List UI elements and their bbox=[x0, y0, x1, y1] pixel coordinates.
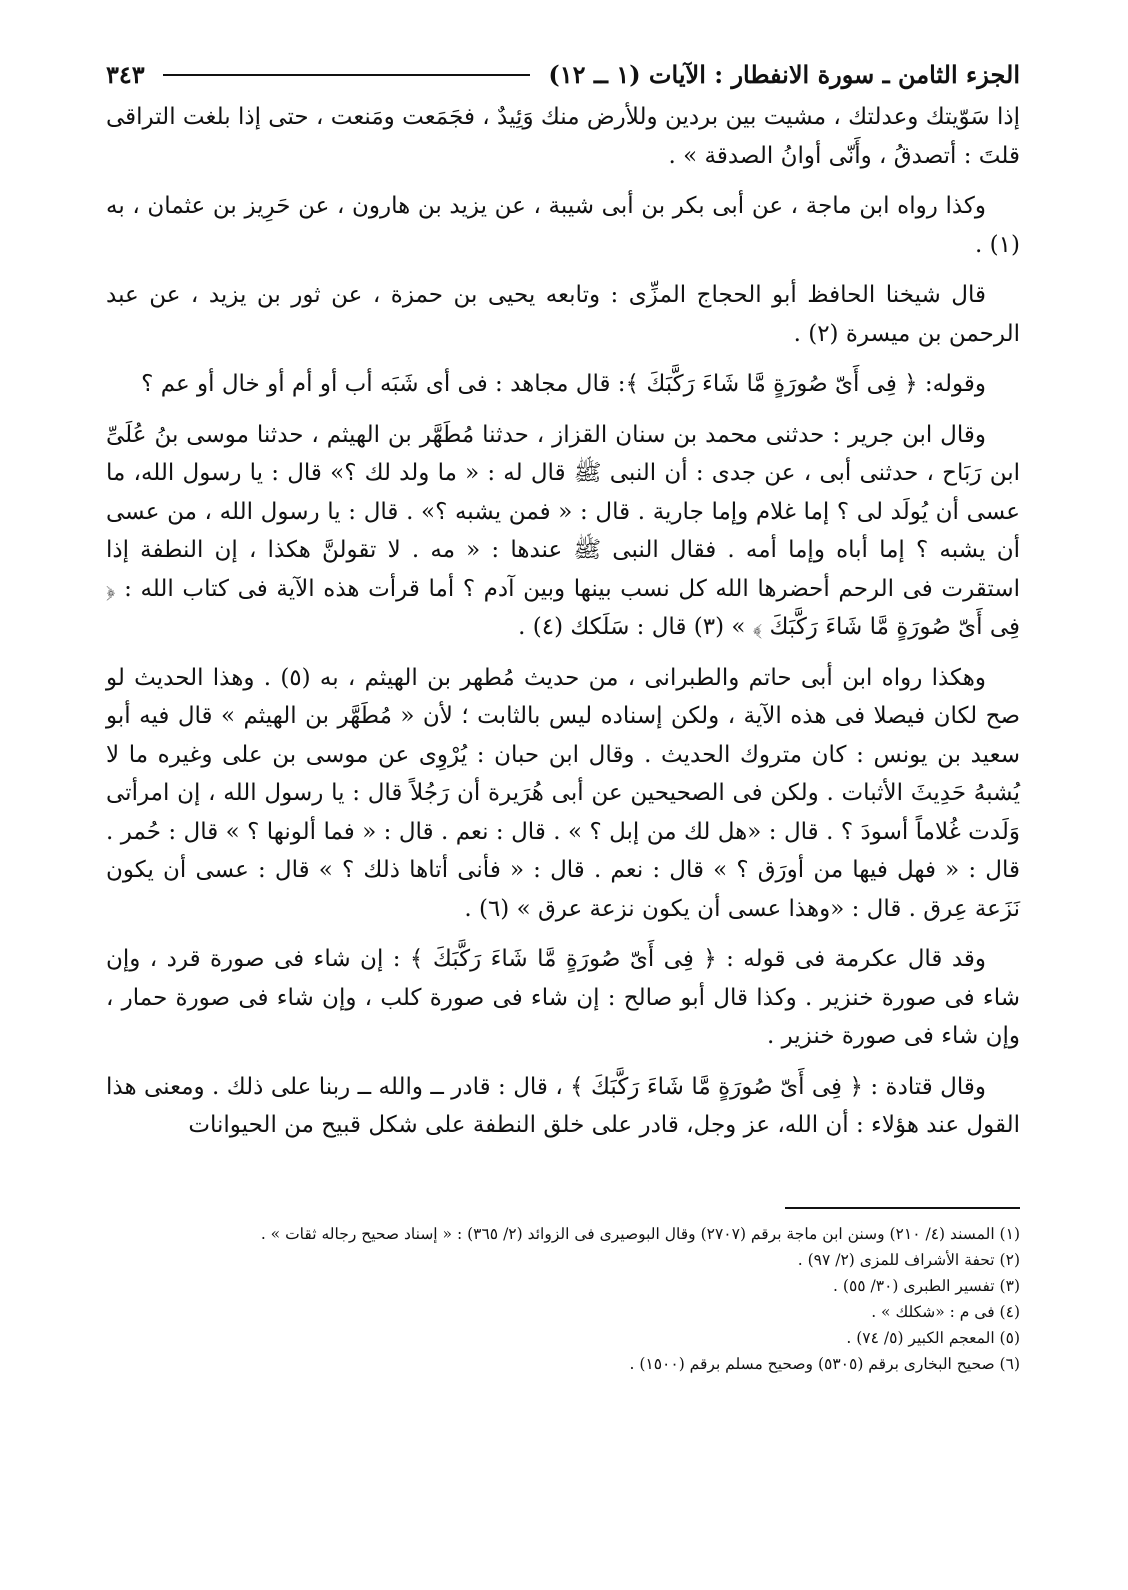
paragraph-8: وقال قتادة : ﴿ فِى أَىّ صُورَةٍ مَّا شَاءَ رَكَّبَكَ ﴾ ، قال : قادر ــ والله ــ ربنا على ذلك . ومعنى هذا القول عند هؤلاء : أن الله، عز وجل، قادر على خلق النطفة على شكل قبيح من الحيوانات bbox=[106, 1073, 1020, 1138]
paragraph-1: إذا سَوّيتك وعدلتك ، مشيت بين بردين وللأرض منك وَئِيدٌ ، فجَمَعت ومَنعت ، حتى إذا بلغت التراقى قلتَ : أتصدقُ ، وأَنّى أوانُ الصدقة » . bbox=[106, 104, 1020, 169]
footnote-2: (٢) تحفة الأشراف للمزى (٢/ ٩٧) . bbox=[797, 1250, 1020, 1269]
footnote-6: (٦) صحيح البخارى برقم (٥٣٠٥) وصحيح مسلم برقم (١٥٠٠) . bbox=[629, 1354, 1020, 1373]
page-number: ٣٤٣ bbox=[106, 60, 145, 89]
header-title: الجزء الثامن ـ سورة الانفطار : الآيات (١ ــ ١٢) bbox=[548, 60, 1020, 89]
footnote-1: (١) المسند (٤/ ٢١٠) وسنن ابن ماجة برقم (٢٧٠٧) وقال البوصيرى فى الزوائد (٢/ ٣٦٥) : « إسناد صحيح رجاله ثقات » . bbox=[260, 1224, 1020, 1243]
header-rule bbox=[163, 74, 531, 76]
paragraph-7: وقد قال عكرمة فى قوله : ﴿ فِى أَىّ صُورَةٍ مَّا شَاءَ رَكَّبَكَ ﴾ : إن شاء فى صورة قرد ، وإن شاء فى صورة خنزير . وكذا قال أبو صالح : إن شاء فى صورة كلب ، وإن شاء فى صورة حمار ، وإن شاء فى صورة خنزير . bbox=[106, 946, 1020, 1049]
main-text bbox=[106, 98, 1020, 1145]
running-header bbox=[106, 58, 1020, 92]
paragraph-3: قال شيخنا الحافظ أبو الحجاج المزِّى : وتابعه يحيى بن حمزة ، عن ثور بن يزيد ، عن عبد الرحمن بن ميسرة (٢) . bbox=[106, 282, 1020, 347]
footnote-5: (٥) المعجم الكبير (٥/ ٧٤) . bbox=[846, 1328, 1020, 1347]
paragraph-6: وهكذا رواه ابن أبى حاتم والطبرانى ، من حديث مُطهر بن الهيثم ، به (٥) . وهذا الحديث لو صح لكان فيصلا فى هذه الآية ، ولكن إسناده ليس بالثابت ؛ لأن « مُطَهَّر بن الهيثم » قال فيه أبو سعيد بن يونس : كان متروك الحديث . وقال ابن حبان : يُرْوِى عن موسى بن على وغيره ما لا يُشبهُ حَدِيثَ الأثبات . ولكن فى الصحيحين عن أبى هُرَيرة أن رَجُلاً قال : يا رسول الله ، إن امرأتى وَلَدت غُلاماً أسودَ ؟ . قال : «هل لك من إبل ؟ » . قال : نعم . قال : « فما ألونها ؟ » قال : حُمر . قال : « فهل فيها من أورَق ؟ » قال : نعم . قال : « فأنى أتاها ذلك ؟ » قال : عسى أن يكون نَزَعة عِرق . قال : «وهذا عسى أن يكون نزعة عرق » (٦) . bbox=[106, 664, 1020, 922]
paragraph-5: وقال ابن جرير : حدثنى محمد بن سنان القزاز ، حدثنا مُطَهَّر بن الهيثم ، حدثنا موسى بنُ عُلَىِّ ابن رَبَاح ، حدثنى أبى ، عن جدى : أن النبى ﷺ قال له : « ما ولد لك ؟» قال : يا رسول الله، ما عسى أن يُولَد لى ؟ إما غلام وإما جارية . قال : « فمن يشبه ؟» . قال : يا رسول الله ، من عسى أن يشبه ؟ إما أباه وإما أمه . فقال النبى ﷺ عندها : « مه . لا تقولنَّ هكذا ، إن النطفة إذا استقرت فى الرحم أحضرها الله كل نسب بينها وبين آدم ؟ أما قرأت هذه الآية فى كتاب الله : ﴿ فِى أَىّ صُورَةٍ مَّا شَاءَ رَكَّبَكَ ﴾ » (٣) قال : سَلَكك (٤) . bbox=[106, 421, 1020, 640]
footnotes bbox=[106, 1221, 1020, 1377]
paragraph-4: وقوله: ﴿ فِى أَىّ صُورَةٍ مَّا شَاءَ رَكَّبَكَ ﴾: قال مجاهد : فى أى شَبَه أب أو أم أو خال أو عم ؟ bbox=[141, 371, 986, 397]
paragraph-2: وكذا رواه ابن ماجة ، عن أبى بكر بن أبى شيبة ، عن يزيد بن هارون ، عن حَرِيز بن عثمان ، به (١) . bbox=[106, 193, 1020, 258]
footnote-separator bbox=[785, 1207, 1020, 1209]
footnote-4: (٤) فى م : «شكلك » . bbox=[871, 1302, 1020, 1321]
footnote-3: (٣) تفسير الطبرى (٣٠/ ٥٥) . bbox=[833, 1276, 1020, 1295]
